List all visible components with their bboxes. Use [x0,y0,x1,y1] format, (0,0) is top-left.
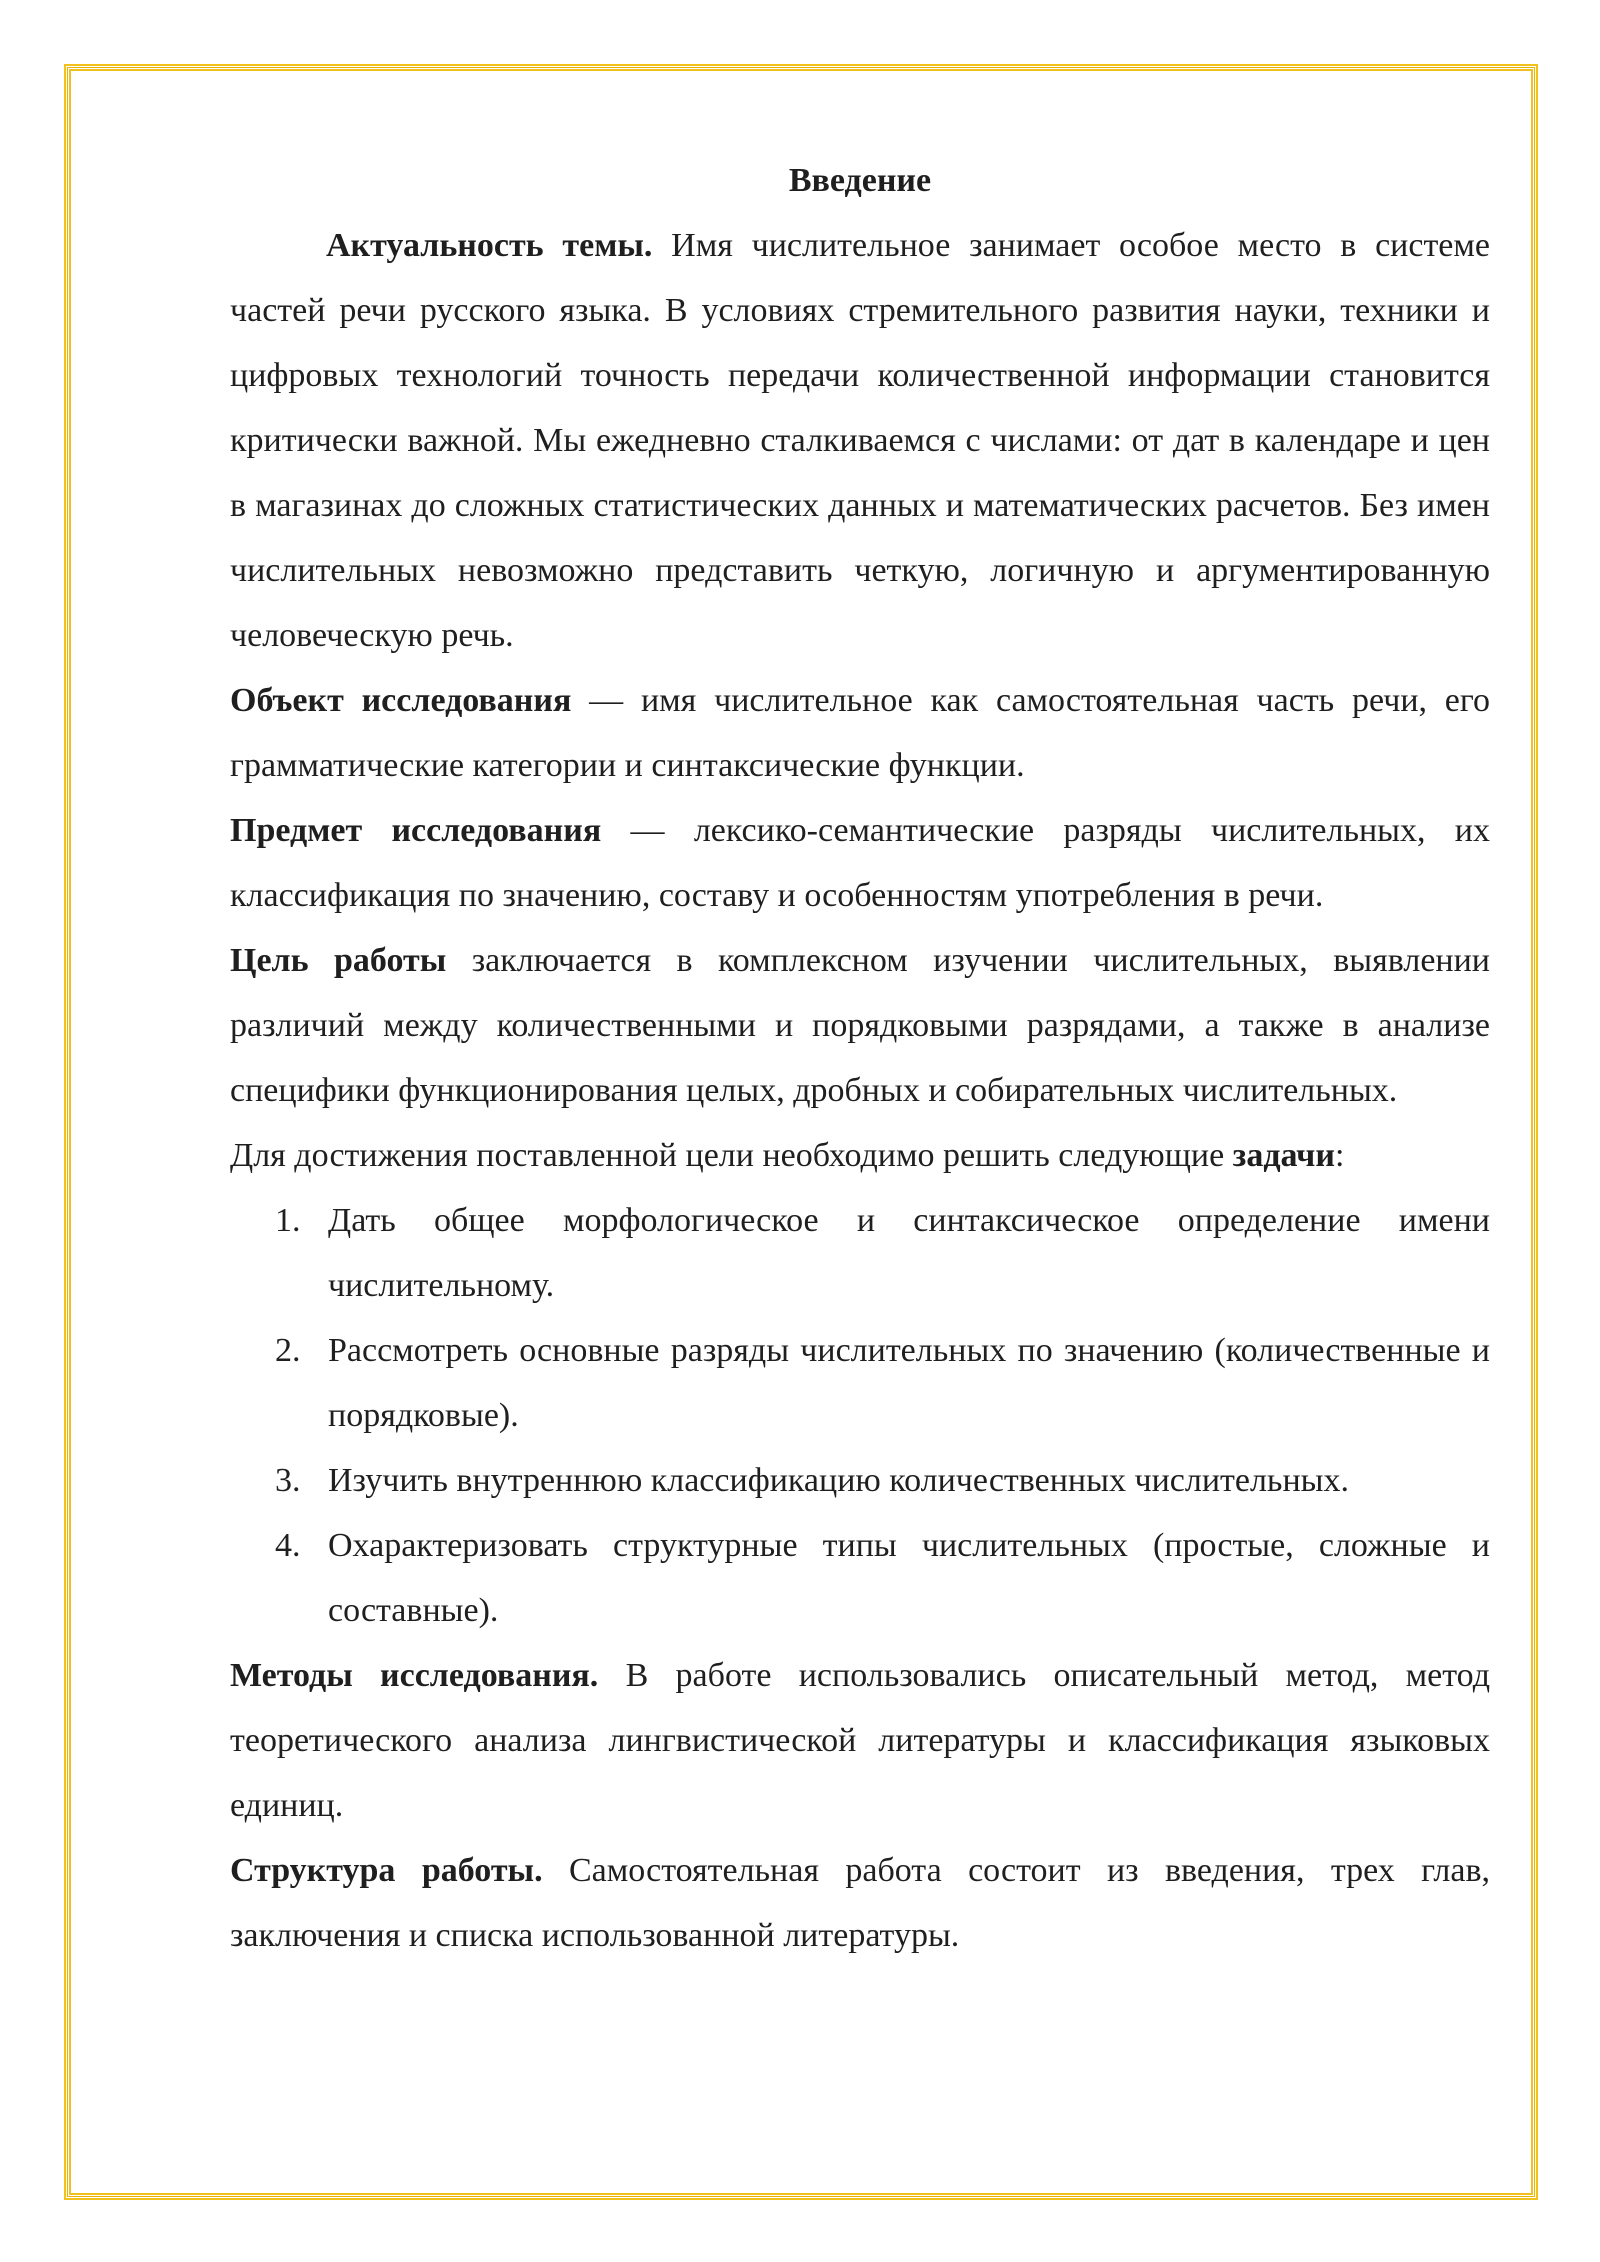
page-title: Введение [788,162,932,199]
relevance-text: Имя числительное занимает особое место в системе частей речи русского языка. В условиях стремительного развития науки, техники и цифровых технологий точность передачи количественной информации становится критически важной. Мы ежедневно сталкиваемся с числами: от дат в календаре и цен в магазинах до сложных статистических данных и математических расчетов. Без имен числительных невозможно представить четкую, логичную и аргументированную человеческую речь. [230,227,1490,654]
goal-paragraph [230,928,1490,1123]
subject-paragraph [230,798,1490,928]
list-item-text: Изучить внутреннюю классификацию количественных числительных. [328,1462,1349,1499]
list-item [230,1188,1490,1318]
methods-paragraph [230,1643,1490,1838]
subject-text: — лексико-семантические разряды числительных, их классификация по значению, составу и особенностям употребления в речи. [230,812,1490,914]
object-label: Объект исследования [230,682,572,719]
structure-paragraph [230,1838,1490,1968]
list-item-number: 2. [275,1332,301,1369]
structure-text: Самостоятельная работа состоит из введения, трех глав, заключения и списка использованной литературы. [230,1852,1490,1954]
list-item [230,1448,1490,1513]
tasks-intro-text: Для достижения поставленной цели необходимо решить следующие [230,1137,1233,1174]
methods-label: Методы исследования. [230,1657,599,1694]
list-item [230,1513,1490,1643]
object-paragraph [230,668,1490,798]
structure-label: Структура работы. [230,1852,543,1889]
subject-label: Предмет исследования [230,812,602,849]
relevance-paragraph [230,213,1490,668]
relevance-label: Актуальность темы. [326,227,653,264]
list-item-text: Дать общее морфологическое и синтаксическое определение имени числительному. [328,1202,1490,1304]
document-body [230,148,1490,1968]
list-item [230,1318,1490,1448]
list-item-number: 4. [275,1527,301,1564]
list-item-text: Охарактеризовать структурные типы числительных (простые, сложные и составные). [328,1527,1490,1629]
goal-text: заключается в комплексном изучении числительных, выявлении различий между количественными и порядковыми разрядами, а также в анализе специфики функционирования целых, дробных и собирательных числительных. [230,942,1490,1109]
list-item-number: 1. [275,1202,301,1239]
tasks-list [230,1188,1490,1643]
methods-text: В работе использовались описательный метод, метод теоретического анализа лингвистической литературы и классификация языковых единиц. [230,1657,1490,1824]
object-text: — имя числительное как самостоятельная часть речи, его грамматические категории и синтаксические функции. [230,682,1490,784]
goal-label: Цель работы [230,942,447,979]
tasks-intro-tail: : [1334,1137,1345,1174]
tasks-label: задачи [1232,1137,1335,1174]
list-item-text: Рассмотреть основные разряды числительных по значению (количественные и порядковые). [328,1332,1490,1434]
list-item-number: 3. [275,1462,301,1499]
tasks-intro-paragraph [230,1123,1490,1188]
